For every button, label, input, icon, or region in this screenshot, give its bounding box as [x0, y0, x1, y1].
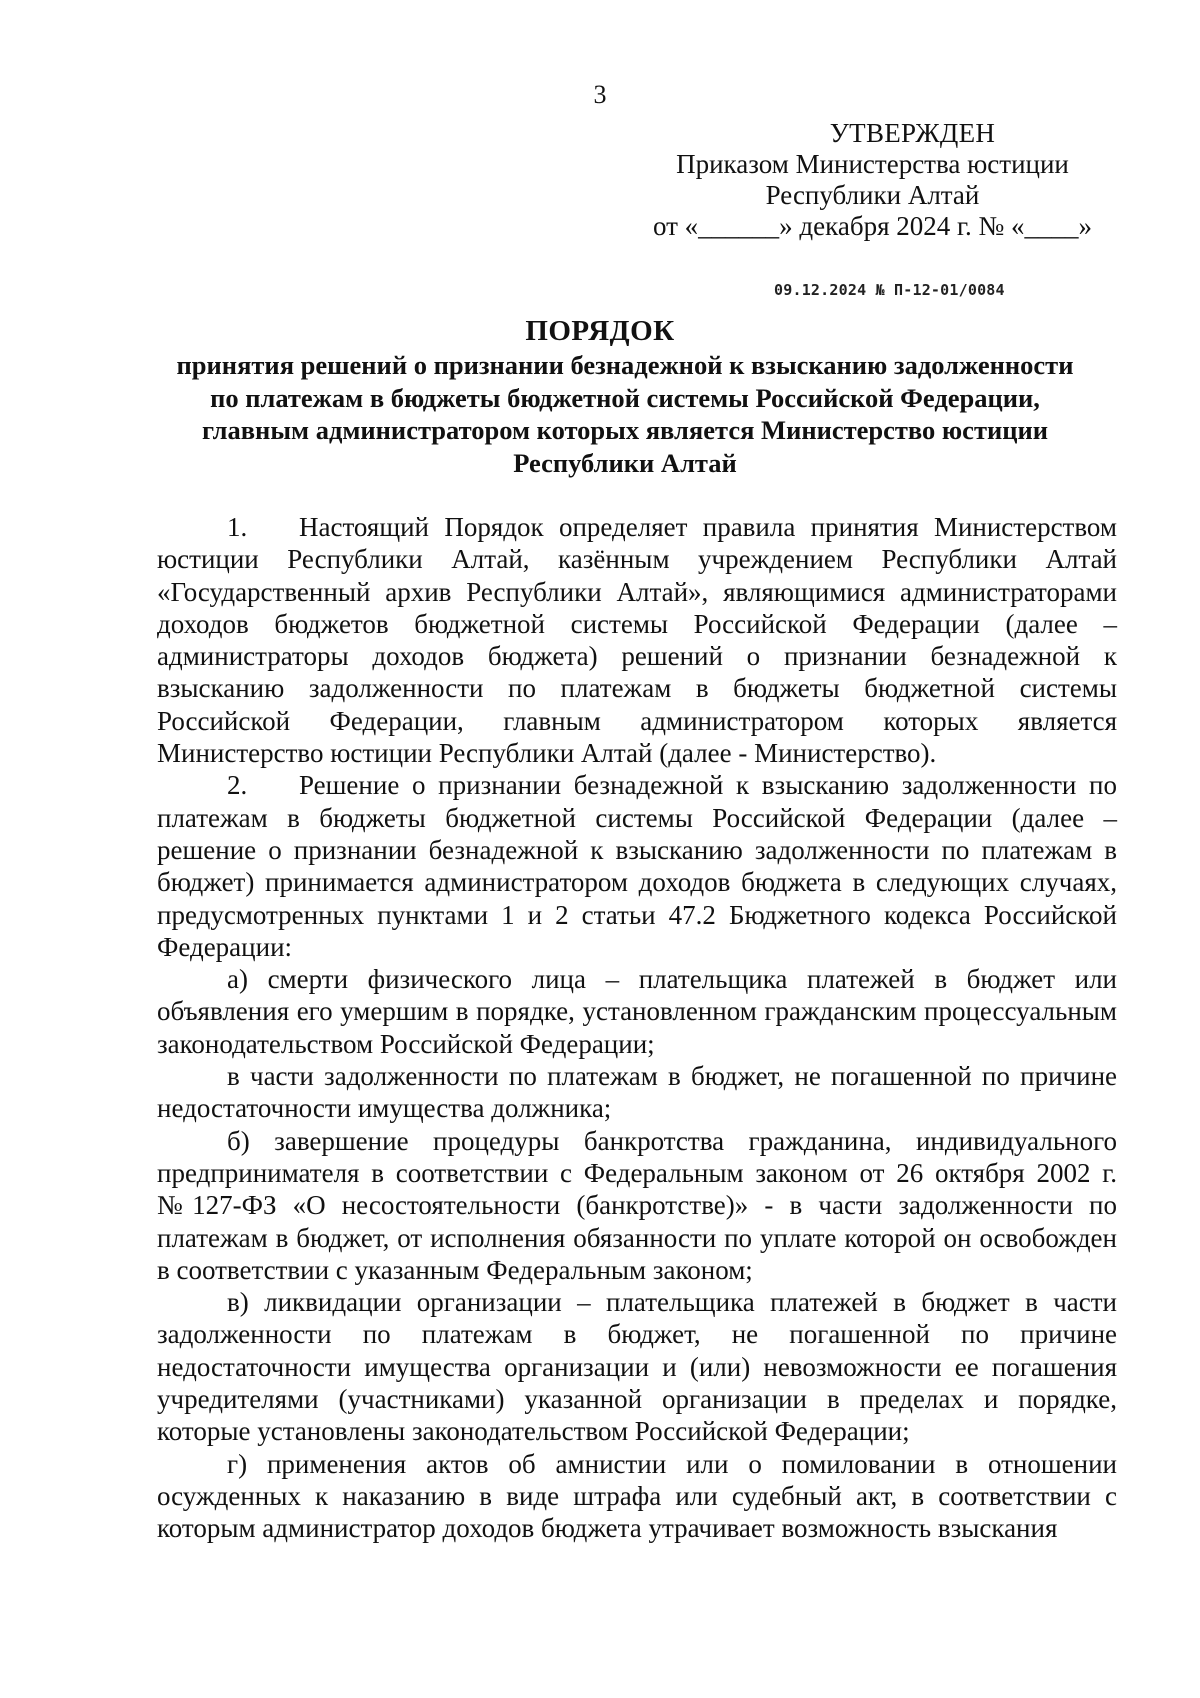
paragraph-text: Решение о признании безнадежной к взысканию задолженности по платежам в бюджеты бюджетной системы Российской Федерации (далее – решение о признании безнадежной к взысканию задолженности по платежам в бюджет) принимается администратором доходов бюджета в следующих случаях, предусмотренных пунктами 1 и 2 статьи 47.2 Бюджетного кодекса Российской Федерации: — [157, 770, 1117, 962]
subparagraph-a-continued — [157, 1060, 1117, 1125]
paragraph-text: г) применения актов об амнистии или о помиловании в отношении осужденных к наказанию в виде штрафа или судебный акт, в соответствии с которым администратор доходов бюджета утрачивает возможность взыскания — [157, 1448, 1117, 1544]
paragraph-text: в части задолженности по платежам в бюджет, не погашенной по причине недостаточности имущества должника; — [157, 1061, 1117, 1124]
subparagraph-v — [157, 1286, 1117, 1447]
paragraph-text: Настоящий Порядок определяет правила принятия Министерством юстиции Республики Алтай, казённым учреждением Республики Алтай «Государственный архив Республики Алтай», являющимися администраторами доходов бюджетов бюджетной системы Российской Федерации (далее – администраторы доходов бюджета) решений о признании безнадежной к взысканию задолженности по платежам в бюджеты бюджетной системы Российской Федерации, главным администратором которых является Министерство юстиции Республики Алтай (далее - Министерство). — [157, 512, 1117, 769]
paragraph-number: 2. — [227, 770, 248, 801]
paragraph-number: 1. — [227, 512, 248, 542]
subtitle-line: по платежам в бюджеты бюджетной системы Российской Федерации, — [210, 382, 1040, 413]
registration-stamp: 09.12.2024 № П-12-01/0084 — [774, 281, 1005, 299]
subparagraph-a — [157, 963, 1117, 1060]
document-title: ПОРЯДОК — [525, 315, 675, 347]
paragraph-text: в) ликвидации организации – плательщика платежей в бюджет в части задолженности по платежам в бюджет, не погашенной по причине недостаточности имущества организации и (или) невозможности ее погашения учредителями (участниками) указанной организации в пределах и порядке, которые установлены законодательством Российской Федерации; — [157, 1287, 1117, 1447]
paragraph-text: а) смерти физического лица – плательщика платежей в бюджет или объявления его умершим в порядке, установленном гражданским процессуальным законодательством Российской Федерации; — [157, 964, 1117, 1059]
subparagraph-g — [157, 1448, 1117, 1545]
subparagraph-b — [157, 1125, 1117, 1286]
approval-heading: УТВЕРЖДЕН — [829, 118, 996, 148]
approval-line-3: от «______» декабря 2024 г. № «____» — [652, 211, 1093, 241]
subtitle-line: принятия решений о признании безнадежной к взысканию задолженности — [176, 350, 1074, 380]
subtitle-line: главным администратором которых является Министерство юстиции — [201, 415, 1049, 445]
paragraph-text: б) завершение процедуры банкротства гражданина, индивидуального предпринимателя в соответствии с Федеральным законом от 26 октября 2002 г. №127-ФЗ «О несостоятельности (банкротстве)» - в части задолженности по платежам в бюджет, от исполнения обязанности по уплате которой он освобожден в соответствии с указанным Федеральным законом; — [157, 1125, 1117, 1285]
document-subtitle — [120, 349, 1130, 479]
page-number: 3 — [593, 80, 607, 109]
paragraph-1 — [157, 511, 1117, 769]
approval-line-2: Республики Алтай — [765, 180, 980, 210]
approval-block — [600, 118, 1145, 242]
paragraph-2 — [157, 769, 1117, 963]
document-body — [157, 511, 1117, 1545]
subtitle-line: Республики Алтай — [513, 447, 737, 478]
approval-line-1: Приказом Министерства юстиции — [676, 149, 1069, 179]
